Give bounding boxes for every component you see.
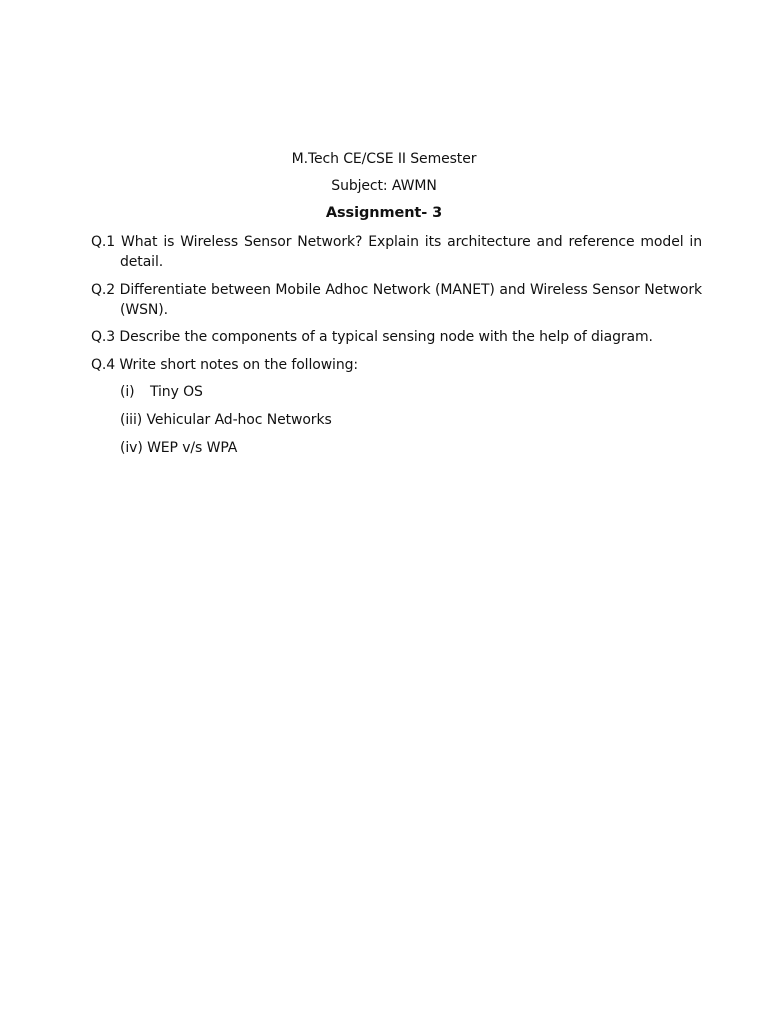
short-note-text: Tiny OS xyxy=(150,384,203,400)
question-4: Q.4 Write short notes on the following: xyxy=(91,357,359,373)
short-note-number: (i) xyxy=(120,384,135,400)
program-title: M.Tech CE/CSE II Semester xyxy=(291,151,477,167)
short-note-text: Vehicular Ad-hoc Networks xyxy=(146,412,332,428)
short-note-number: (iv) xyxy=(120,440,143,456)
short-note-text: WEP v/s WPA xyxy=(147,440,238,456)
short-note-item xyxy=(120,382,203,402)
question-2: Q.2 Differentiate between Mobile Adhoc Network (MANET) and Wireless Sensor Network (WSN). xyxy=(91,282,702,318)
short-note-item xyxy=(120,438,237,458)
short-note-number: (iii) xyxy=(120,412,143,428)
subject-line: Subject: AWMN xyxy=(331,178,437,194)
question-3: Q.3 Describe the components of a typical sensing node with the help of diagram. xyxy=(91,329,653,345)
assignment-title: Assignment- 3 xyxy=(325,205,443,221)
short-note-item xyxy=(120,410,332,430)
question-1: Q.1 What is Wireless Sensor Network? Explain its architecture and reference model in detail. xyxy=(91,234,702,270)
